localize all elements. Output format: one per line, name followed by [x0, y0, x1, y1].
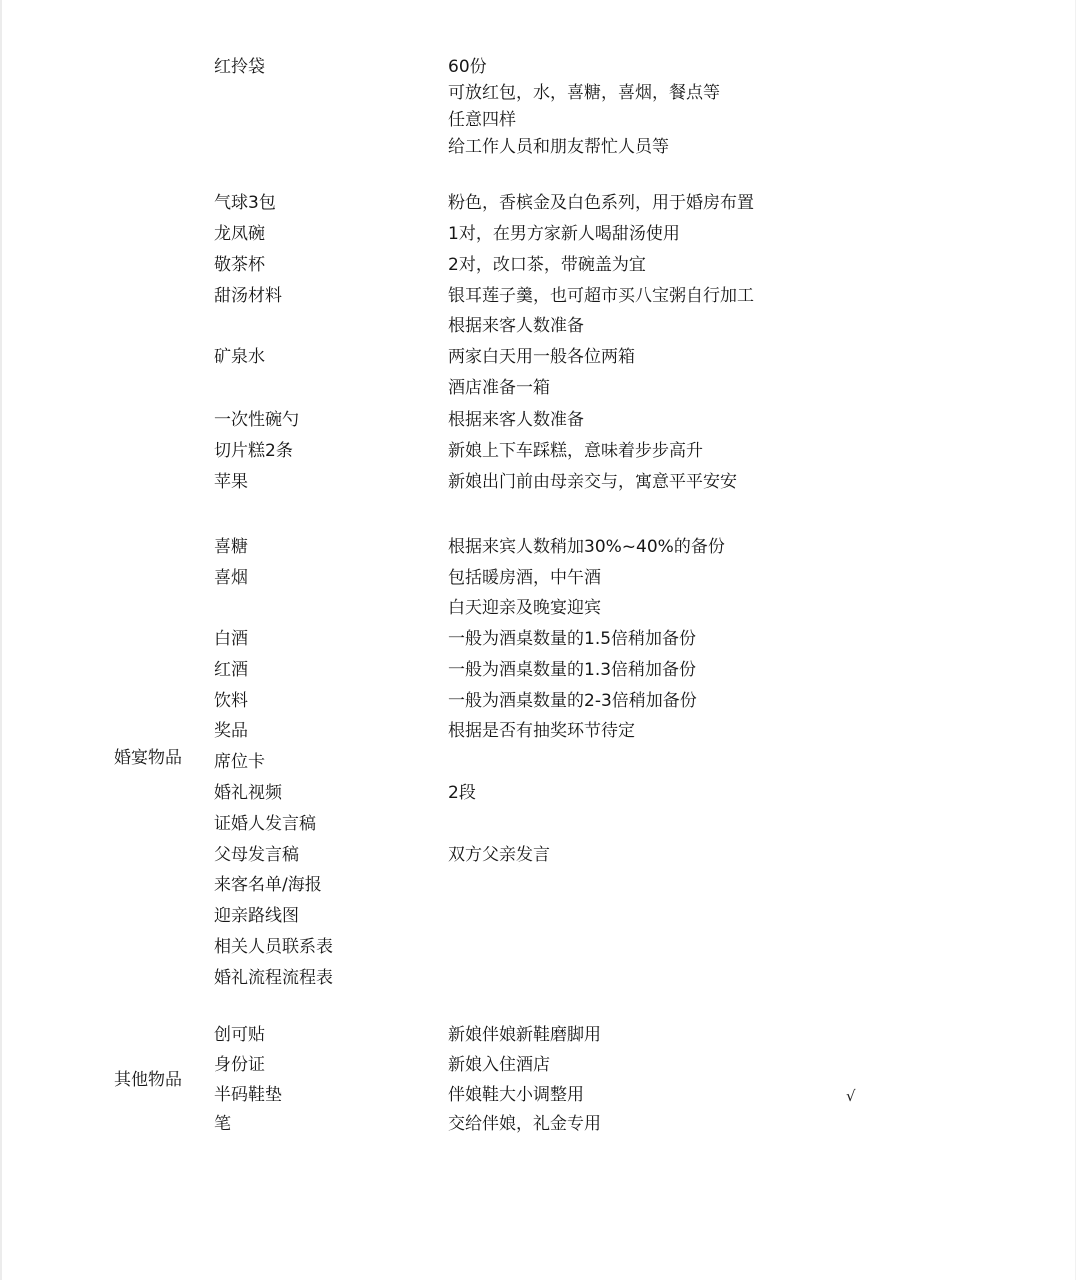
- item-note: 交给伴娘，礼金专用: [448, 1114, 601, 1134]
- item-note: 根据来客人数准备: [448, 410, 584, 430]
- item-label: 红拎袋: [214, 57, 265, 77]
- item-label: 婚礼视频: [214, 783, 282, 803]
- item-label: 甜汤材料: [214, 286, 282, 306]
- item-label: 喜烟: [214, 568, 248, 588]
- item-label: 红酒: [214, 660, 248, 680]
- item-note: 两家白天用一般各位两箱: [448, 347, 635, 367]
- item-label: 矿泉水: [214, 347, 265, 367]
- item-label: 奖品: [214, 721, 248, 741]
- page-edge: [0, 0, 2, 1280]
- item-label: 创可贴: [214, 1025, 265, 1045]
- item-note: 新娘伴娘新鞋磨脚用: [448, 1025, 601, 1045]
- item-label: 席位卡: [214, 752, 265, 772]
- item-note: 新娘上下车踩糕，意味着步步高升: [448, 441, 703, 461]
- item-note: 根据是否有抽奖环节待定: [448, 721, 635, 741]
- item-label: 证婚人发言稿: [214, 814, 316, 834]
- item-note: 酒店准备一箱: [448, 378, 550, 398]
- item-note: 包括暖房酒，中午酒: [448, 568, 601, 588]
- item-label: 切片糕2条: [214, 441, 293, 461]
- item-label: 身份证: [214, 1055, 265, 1075]
- item-note: 银耳莲子羹，也可超市买八宝粥自行加工: [448, 286, 754, 306]
- item-label: 白酒: [214, 629, 248, 649]
- item-label: 苹果: [214, 472, 248, 492]
- item-note: 伴娘鞋大小调整用: [448, 1085, 584, 1105]
- item-note: 一般为酒桌数量的1.5倍稍加备份: [448, 629, 697, 649]
- item-label: 迎亲路线图: [214, 906, 299, 926]
- item-note: 根据来宾人数稍加30%~40%的备份: [448, 537, 725, 557]
- item-label: 半码鞋垫: [214, 1085, 282, 1105]
- item-note: 可放红包，水，喜糖，喜烟，餐点等: [448, 83, 720, 103]
- checkmark-icon: √: [846, 1087, 856, 1105]
- item-note: 给工作人员和朋友帮忙人员等: [448, 137, 669, 157]
- item-note: 粉色，香槟金及白色系列，用于婚房布置: [448, 193, 754, 213]
- item-note: 60份: [448, 57, 487, 77]
- item-label: 父母发言稿: [214, 845, 299, 865]
- item-note: 任意四样: [448, 110, 516, 130]
- item-note: 一般为酒桌数量的1.3倍稍加备份: [448, 660, 697, 680]
- item-label: 龙凤碗: [214, 224, 265, 244]
- category-wedding-banquet: 婚宴物品: [114, 748, 182, 768]
- item-label: 饮料: [214, 691, 248, 711]
- item-note: 一般为酒桌数量的2-3倍稍加备份: [448, 691, 697, 711]
- item-note: 1对，在男方家新人喝甜汤使用: [448, 224, 680, 244]
- item-note: 根据来客人数准备: [448, 316, 584, 336]
- item-label: 来客名单/海报: [214, 875, 322, 895]
- item-label: 笔: [214, 1114, 231, 1134]
- item-label: 喜糖: [214, 537, 248, 557]
- item-label: 气球3包: [214, 193, 276, 213]
- item-note: 白天迎亲及晚宴迎宾: [448, 598, 601, 618]
- item-label: 敬茶杯: [214, 255, 265, 275]
- category-other: 其他物品: [114, 1070, 182, 1090]
- item-note: 双方父亲发言: [448, 845, 550, 865]
- item-label: 相关人员联系表: [214, 937, 333, 957]
- item-note: 2对，改口茶，带碗盖为宜: [448, 255, 646, 275]
- item-note: 新娘出门前由母亲交与，寓意平平安安: [448, 472, 737, 492]
- item-note: 2段: [448, 783, 476, 803]
- item-label: 一次性碗勺: [214, 410, 299, 430]
- item-label: 婚礼流程流程表: [214, 968, 333, 988]
- item-note: 新娘入住酒店: [448, 1055, 550, 1075]
